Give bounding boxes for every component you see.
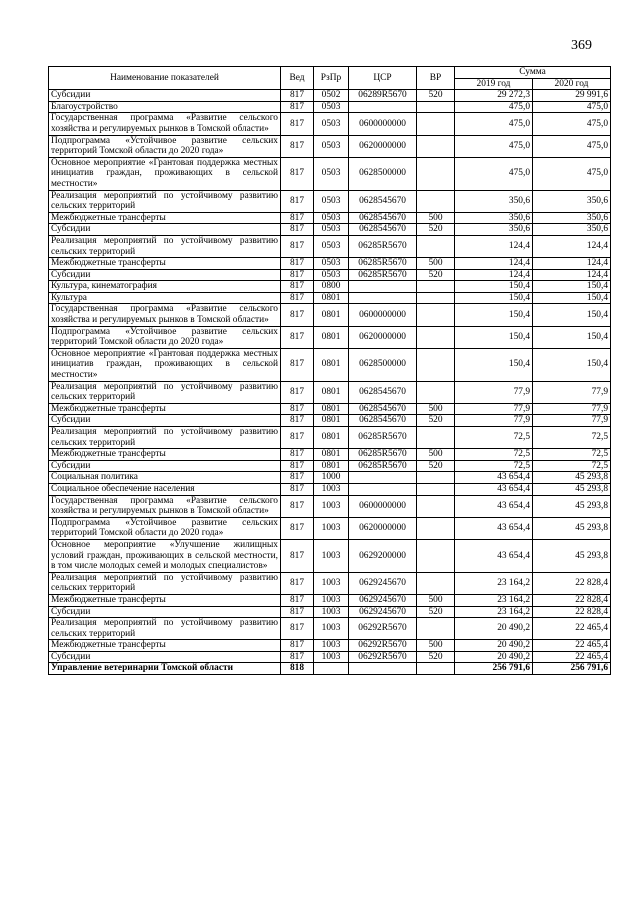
cell-vr: 520 xyxy=(417,224,455,236)
cell-csr: 06292R5670 xyxy=(349,640,417,652)
header-vr: ВР xyxy=(417,67,455,90)
table-row xyxy=(49,415,611,427)
table-row xyxy=(49,517,611,539)
cell-name: Субсидии xyxy=(49,460,281,472)
cell-2019: 150,4 xyxy=(455,348,533,381)
cell-vr xyxy=(417,348,455,381)
table-row xyxy=(49,281,611,293)
cell-rzpr: 0801 xyxy=(314,326,349,348)
cell-csr: 06285R5670 xyxy=(349,449,417,461)
cell-2020: 72,5 xyxy=(533,460,611,472)
cell-vr: 500 xyxy=(417,258,455,270)
cell-rzpr: 0503 xyxy=(314,258,349,270)
cell-rzpr: 0801 xyxy=(314,415,349,427)
cell-csr xyxy=(349,663,417,675)
cell-2020: 22 465,4 xyxy=(533,618,611,640)
cell-rzpr: 0503 xyxy=(314,113,349,135)
table-row xyxy=(49,403,611,415)
cell-ved: 817 xyxy=(281,483,314,495)
cell-name: Реализация мероприятий по устойчивому развитию сельских территорий xyxy=(49,572,281,594)
table-row xyxy=(49,483,611,495)
cell-ved: 817 xyxy=(281,190,314,212)
cell-csr: 06285R5670 xyxy=(349,269,417,281)
cell-vr xyxy=(417,427,455,449)
cell-vr xyxy=(417,517,455,539)
cell-2020: 45 293,8 xyxy=(533,483,611,495)
cell-vr: 520 xyxy=(417,269,455,281)
header-year-2019: 2019 год xyxy=(455,78,533,90)
cell-name: Социальное обеспечение населения xyxy=(49,483,281,495)
cell-rzpr: 1003 xyxy=(314,606,349,618)
cell-csr xyxy=(349,281,417,293)
cell-2019: 77,9 xyxy=(455,381,533,403)
cell-vr: 500 xyxy=(417,594,455,606)
cell-csr: 0600000000 xyxy=(349,495,417,517)
cell-ved: 817 xyxy=(281,618,314,640)
cell-rzpr: 1003 xyxy=(314,495,349,517)
table-row xyxy=(49,640,611,652)
table-header xyxy=(49,67,611,90)
cell-rzpr: 1000 xyxy=(314,472,349,484)
table-row xyxy=(49,90,611,102)
table-row xyxy=(49,135,611,157)
cell-name: Государственная программа «Развитие сельского хозяйства и регулируемых рынков в Томской области» xyxy=(49,495,281,517)
cell-name: Управление ветеринарии Томской области xyxy=(49,663,281,675)
cell-ved: 817 xyxy=(281,90,314,102)
cell-ved: 817 xyxy=(281,326,314,348)
cell-rzpr: 0801 xyxy=(314,292,349,304)
cell-2019: 77,9 xyxy=(455,403,533,415)
cell-2019: 43 654,4 xyxy=(455,517,533,539)
cell-vr: 500 xyxy=(417,640,455,652)
cell-ved: 817 xyxy=(281,495,314,517)
cell-vr xyxy=(417,483,455,495)
cell-rzpr: 1003 xyxy=(314,539,349,572)
table-row xyxy=(49,157,611,190)
cell-csr: 0628500000 xyxy=(349,348,417,381)
cell-ved: 817 xyxy=(281,258,314,270)
cell-2019: 475,0 xyxy=(455,101,533,113)
cell-name: Субсидии xyxy=(49,269,281,281)
cell-name: Государственная программа «Развитие сельского хозяйства и регулируемых рынков в Томской области» xyxy=(49,304,281,326)
cell-name: Основное мероприятие «Грантовая поддержка местных инициатив граждан, проживающих в сельской местности» xyxy=(49,348,281,381)
cell-2019: 23 164,2 xyxy=(455,572,533,594)
cell-2020: 124,4 xyxy=(533,258,611,270)
cell-name: Межбюджетные трансферты xyxy=(49,594,281,606)
cell-rzpr: 1003 xyxy=(314,651,349,663)
cell-csr: 0628545670 xyxy=(349,415,417,427)
cell-vr xyxy=(417,381,455,403)
cell-2020: 475,0 xyxy=(533,157,611,190)
cell-2019: 124,4 xyxy=(455,235,533,257)
cell-2019: 150,4 xyxy=(455,281,533,293)
cell-ved: 817 xyxy=(281,415,314,427)
cell-rzpr: 0801 xyxy=(314,348,349,381)
cell-2020: 150,4 xyxy=(533,292,611,304)
header-csr: ЦСР xyxy=(349,67,417,90)
cell-name: Межбюджетные трансферты xyxy=(49,258,281,270)
cell-csr: 0628500000 xyxy=(349,157,417,190)
cell-2019: 124,4 xyxy=(455,258,533,270)
header-rzpr: РзПр xyxy=(314,67,349,90)
cell-2020: 124,4 xyxy=(533,269,611,281)
cell-2020: 22 828,4 xyxy=(533,606,611,618)
cell-ved: 818 xyxy=(281,663,314,675)
cell-2019: 23 164,2 xyxy=(455,606,533,618)
cell-vr: 520 xyxy=(417,606,455,618)
cell-vr: 520 xyxy=(417,460,455,472)
cell-vr xyxy=(417,618,455,640)
table-row xyxy=(49,258,611,270)
cell-2019: 77,9 xyxy=(455,415,533,427)
cell-vr: 500 xyxy=(417,212,455,224)
cell-rzpr: 1003 xyxy=(314,483,349,495)
cell-ved: 817 xyxy=(281,135,314,157)
cell-csr: 0600000000 xyxy=(349,304,417,326)
cell-name: Межбюджетные трансферты xyxy=(49,403,281,415)
table-row xyxy=(49,304,611,326)
cell-vr: 520 xyxy=(417,415,455,427)
cell-csr: 0600000000 xyxy=(349,113,417,135)
table-row xyxy=(49,212,611,224)
cell-csr: 0620000000 xyxy=(349,517,417,539)
cell-vr xyxy=(417,495,455,517)
cell-rzpr: 0801 xyxy=(314,460,349,472)
cell-rzpr: 0503 xyxy=(314,269,349,281)
cell-2019: 72,5 xyxy=(455,449,533,461)
cell-vr xyxy=(417,190,455,212)
table-row xyxy=(49,326,611,348)
cell-vr xyxy=(417,281,455,293)
cell-csr xyxy=(349,292,417,304)
cell-csr: 06285R5670 xyxy=(349,258,417,270)
cell-ved: 817 xyxy=(281,304,314,326)
budget-table xyxy=(48,66,611,675)
cell-2020: 150,4 xyxy=(533,348,611,381)
cell-name: Культура xyxy=(49,292,281,304)
cell-2020: 22 828,4 xyxy=(533,594,611,606)
page-number: 369 xyxy=(571,38,592,53)
cell-2020: 256 791,6 xyxy=(533,663,611,675)
cell-ved: 817 xyxy=(281,449,314,461)
cell-2019: 23 164,2 xyxy=(455,594,533,606)
cell-2020: 45 293,8 xyxy=(533,472,611,484)
cell-2020: 77,9 xyxy=(533,403,611,415)
cell-2019: 350,6 xyxy=(455,212,533,224)
cell-rzpr: 0503 xyxy=(314,190,349,212)
cell-2019: 20 490,2 xyxy=(455,618,533,640)
cell-2019: 20 490,2 xyxy=(455,640,533,652)
cell-ved: 817 xyxy=(281,281,314,293)
cell-name: Субсидии xyxy=(49,224,281,236)
cell-ved: 817 xyxy=(281,539,314,572)
cell-csr: 0628545670 xyxy=(349,224,417,236)
cell-name: Основное мероприятие «Грантовая поддержка местных инициатив граждан, проживающих в сельской местности» xyxy=(49,157,281,190)
cell-2019: 150,4 xyxy=(455,326,533,348)
cell-ved: 817 xyxy=(281,235,314,257)
cell-2020: 72,5 xyxy=(533,427,611,449)
cell-2020: 72,5 xyxy=(533,449,611,461)
cell-csr xyxy=(349,472,417,484)
cell-csr: 0628545670 xyxy=(349,381,417,403)
table-row xyxy=(49,101,611,113)
cell-vr xyxy=(417,157,455,190)
cell-ved: 817 xyxy=(281,292,314,304)
cell-csr: 06285R5670 xyxy=(349,427,417,449)
table-row xyxy=(49,618,611,640)
cell-rzpr: 0503 xyxy=(314,157,349,190)
cell-2019: 256 791,6 xyxy=(455,663,533,675)
table-row xyxy=(49,651,611,663)
table-row xyxy=(49,472,611,484)
cell-ved: 817 xyxy=(281,517,314,539)
cell-csr: 06292R5670 xyxy=(349,618,417,640)
cell-vr xyxy=(417,135,455,157)
cell-2020: 150,4 xyxy=(533,281,611,293)
cell-vr xyxy=(417,472,455,484)
cell-2020: 45 293,8 xyxy=(533,495,611,517)
cell-2019: 475,0 xyxy=(455,113,533,135)
cell-ved: 817 xyxy=(281,572,314,594)
cell-rzpr: 0502 xyxy=(314,90,349,102)
cell-ved: 817 xyxy=(281,113,314,135)
cell-ved: 817 xyxy=(281,157,314,190)
cell-csr: 0629200000 xyxy=(349,539,417,572)
table-row xyxy=(49,292,611,304)
cell-2019: 150,4 xyxy=(455,304,533,326)
header-ved: Вед xyxy=(281,67,314,90)
cell-rzpr: 0800 xyxy=(314,281,349,293)
cell-2020: 77,9 xyxy=(533,415,611,427)
cell-ved: 817 xyxy=(281,269,314,281)
cell-ved: 817 xyxy=(281,403,314,415)
cell-2020: 45 293,8 xyxy=(533,517,611,539)
cell-rzpr: 0503 xyxy=(314,235,349,257)
cell-vr: 500 xyxy=(417,449,455,461)
cell-2020: 29 991,6 xyxy=(533,90,611,102)
cell-2019: 43 654,4 xyxy=(455,472,533,484)
cell-2020: 22 465,4 xyxy=(533,651,611,663)
cell-2020: 475,0 xyxy=(533,135,611,157)
cell-name: Реализация мероприятий по устойчивому развитию сельских территорий xyxy=(49,618,281,640)
cell-rzpr: 0503 xyxy=(314,212,349,224)
cell-name: Основное мероприятие «Улучшение жилищных условий граждан, проживающих в сельской местности, в том числе молодых семей и молодых специалистов» xyxy=(49,539,281,572)
cell-2020: 350,6 xyxy=(533,190,611,212)
cell-2019: 150,4 xyxy=(455,292,533,304)
cell-2020: 350,6 xyxy=(533,212,611,224)
cell-rzpr: 1003 xyxy=(314,640,349,652)
cell-rzpr: 0503 xyxy=(314,101,349,113)
cell-csr: 0628545670 xyxy=(349,212,417,224)
cell-2019: 72,5 xyxy=(455,427,533,449)
cell-2020: 150,4 xyxy=(533,304,611,326)
cell-2019: 43 654,4 xyxy=(455,539,533,572)
cell-ved: 817 xyxy=(281,606,314,618)
table-row xyxy=(49,269,611,281)
table-row xyxy=(49,427,611,449)
cell-csr: 0629245670 xyxy=(349,572,417,594)
cell-vr xyxy=(417,292,455,304)
cell-ved: 817 xyxy=(281,640,314,652)
table-row xyxy=(49,606,611,618)
cell-vr xyxy=(417,539,455,572)
cell-name: Субсидии xyxy=(49,90,281,102)
cell-name: Подпрограмма «Устойчивое развитие сельских территорий Томской области до 2020 года» xyxy=(49,326,281,348)
table-row xyxy=(49,495,611,517)
cell-ved: 817 xyxy=(281,348,314,381)
cell-vr xyxy=(417,101,455,113)
cell-rzpr: 1003 xyxy=(314,618,349,640)
cell-csr: 0628545670 xyxy=(349,403,417,415)
table-row xyxy=(49,460,611,472)
cell-name: Реализация мероприятий по устойчивому развитию сельских территорий xyxy=(49,190,281,212)
cell-vr xyxy=(417,663,455,675)
cell-2019: 475,0 xyxy=(455,157,533,190)
cell-name: Государственная программа «Развитие сельского хозяйства и регулируемых рынков в Томской области» xyxy=(49,113,281,135)
cell-ved: 817 xyxy=(281,651,314,663)
cell-2019: 43 654,4 xyxy=(455,495,533,517)
cell-name: Культура, кинематография xyxy=(49,281,281,293)
cell-name: Субсидии xyxy=(49,606,281,618)
cell-vr xyxy=(417,572,455,594)
cell-2019: 350,6 xyxy=(455,224,533,236)
cell-2019: 72,5 xyxy=(455,460,533,472)
cell-2020: 77,9 xyxy=(533,381,611,403)
cell-name: Субсидии xyxy=(49,415,281,427)
table-body xyxy=(49,90,611,675)
header-name: Наименование показателей xyxy=(49,67,281,90)
cell-rzpr: 0801 xyxy=(314,449,349,461)
header-year-2020: 2020 год xyxy=(533,78,611,90)
cell-2020: 475,0 xyxy=(533,113,611,135)
cell-rzpr: 0503 xyxy=(314,224,349,236)
cell-csr: 06285R5670 xyxy=(349,235,417,257)
cell-csr xyxy=(349,101,417,113)
cell-rzpr: 1003 xyxy=(314,517,349,539)
cell-rzpr: 0503 xyxy=(314,135,349,157)
cell-ved: 817 xyxy=(281,594,314,606)
cell-name: Реализация мероприятий по устойчивому развитию сельских территорий xyxy=(49,381,281,403)
cell-csr: 0629245670 xyxy=(349,606,417,618)
cell-2019: 475,0 xyxy=(455,135,533,157)
cell-vr: 520 xyxy=(417,651,455,663)
cell-vr xyxy=(417,113,455,135)
table-row xyxy=(49,224,611,236)
cell-vr xyxy=(417,304,455,326)
cell-ved: 817 xyxy=(281,212,314,224)
table-row xyxy=(49,449,611,461)
cell-csr: 0629245670 xyxy=(349,594,417,606)
cell-name: Реализация мероприятий по устойчивому развитию сельских территорий xyxy=(49,427,281,449)
cell-2019: 20 490,2 xyxy=(455,651,533,663)
cell-csr: 0620000000 xyxy=(349,135,417,157)
cell-2019: 43 654,4 xyxy=(455,483,533,495)
cell-rzpr: 0801 xyxy=(314,403,349,415)
cell-ved: 817 xyxy=(281,101,314,113)
cell-rzpr xyxy=(314,663,349,675)
cell-ved: 817 xyxy=(281,381,314,403)
cell-2020: 22 828,4 xyxy=(533,572,611,594)
cell-vr xyxy=(417,235,455,257)
cell-name: Подпрограмма «Устойчивое развитие сельских территорий Томской области до 2020 года» xyxy=(49,517,281,539)
table-row xyxy=(49,381,611,403)
cell-2019: 29 272,3 xyxy=(455,90,533,102)
cell-name: Реализация мероприятий по устойчивому развитию сельских территорий xyxy=(49,235,281,257)
table-row xyxy=(49,539,611,572)
cell-rzpr: 0801 xyxy=(314,427,349,449)
cell-2020: 475,0 xyxy=(533,101,611,113)
cell-2019: 350,6 xyxy=(455,190,533,212)
cell-name: Подпрограмма «Устойчивое развитие сельских территорий Томской области до 2020 года» xyxy=(49,135,281,157)
table-row xyxy=(49,348,611,381)
cell-2020: 22 465,4 xyxy=(533,640,611,652)
cell-vr xyxy=(417,326,455,348)
cell-name: Благоустройство xyxy=(49,101,281,113)
cell-csr: 06289R5670 xyxy=(349,90,417,102)
cell-2020: 150,4 xyxy=(533,326,611,348)
table-row xyxy=(49,572,611,594)
cell-name: Межбюджетные трансферты xyxy=(49,640,281,652)
cell-csr: 06285R5670 xyxy=(349,460,417,472)
table-row xyxy=(49,113,611,135)
table-row xyxy=(49,594,611,606)
table-row xyxy=(49,190,611,212)
cell-ved: 817 xyxy=(281,427,314,449)
cell-csr xyxy=(349,483,417,495)
cell-rzpr: 0801 xyxy=(314,381,349,403)
table-row xyxy=(49,235,611,257)
cell-2020: 124,4 xyxy=(533,235,611,257)
cell-vr: 500 xyxy=(417,403,455,415)
cell-name: Межбюджетные трансферты xyxy=(49,212,281,224)
table-row xyxy=(49,663,611,675)
cell-ved: 817 xyxy=(281,224,314,236)
cell-rzpr: 1003 xyxy=(314,594,349,606)
cell-csr: 06292R5670 xyxy=(349,651,417,663)
cell-2020: 350,6 xyxy=(533,224,611,236)
header-sum: Сумма xyxy=(455,67,611,79)
cell-rzpr: 0801 xyxy=(314,304,349,326)
cell-name: Межбюджетные трансферты xyxy=(49,449,281,461)
cell-vr: 520 xyxy=(417,90,455,102)
cell-csr: 0620000000 xyxy=(349,326,417,348)
cell-rzpr: 1003 xyxy=(314,572,349,594)
cell-ved: 817 xyxy=(281,460,314,472)
cell-csr: 0628545670 xyxy=(349,190,417,212)
cell-name: Субсидии xyxy=(49,651,281,663)
cell-2019: 124,4 xyxy=(455,269,533,281)
cell-2020: 45 293,8 xyxy=(533,539,611,572)
cell-name: Социальная политика xyxy=(49,472,281,484)
cell-ved: 817 xyxy=(281,472,314,484)
